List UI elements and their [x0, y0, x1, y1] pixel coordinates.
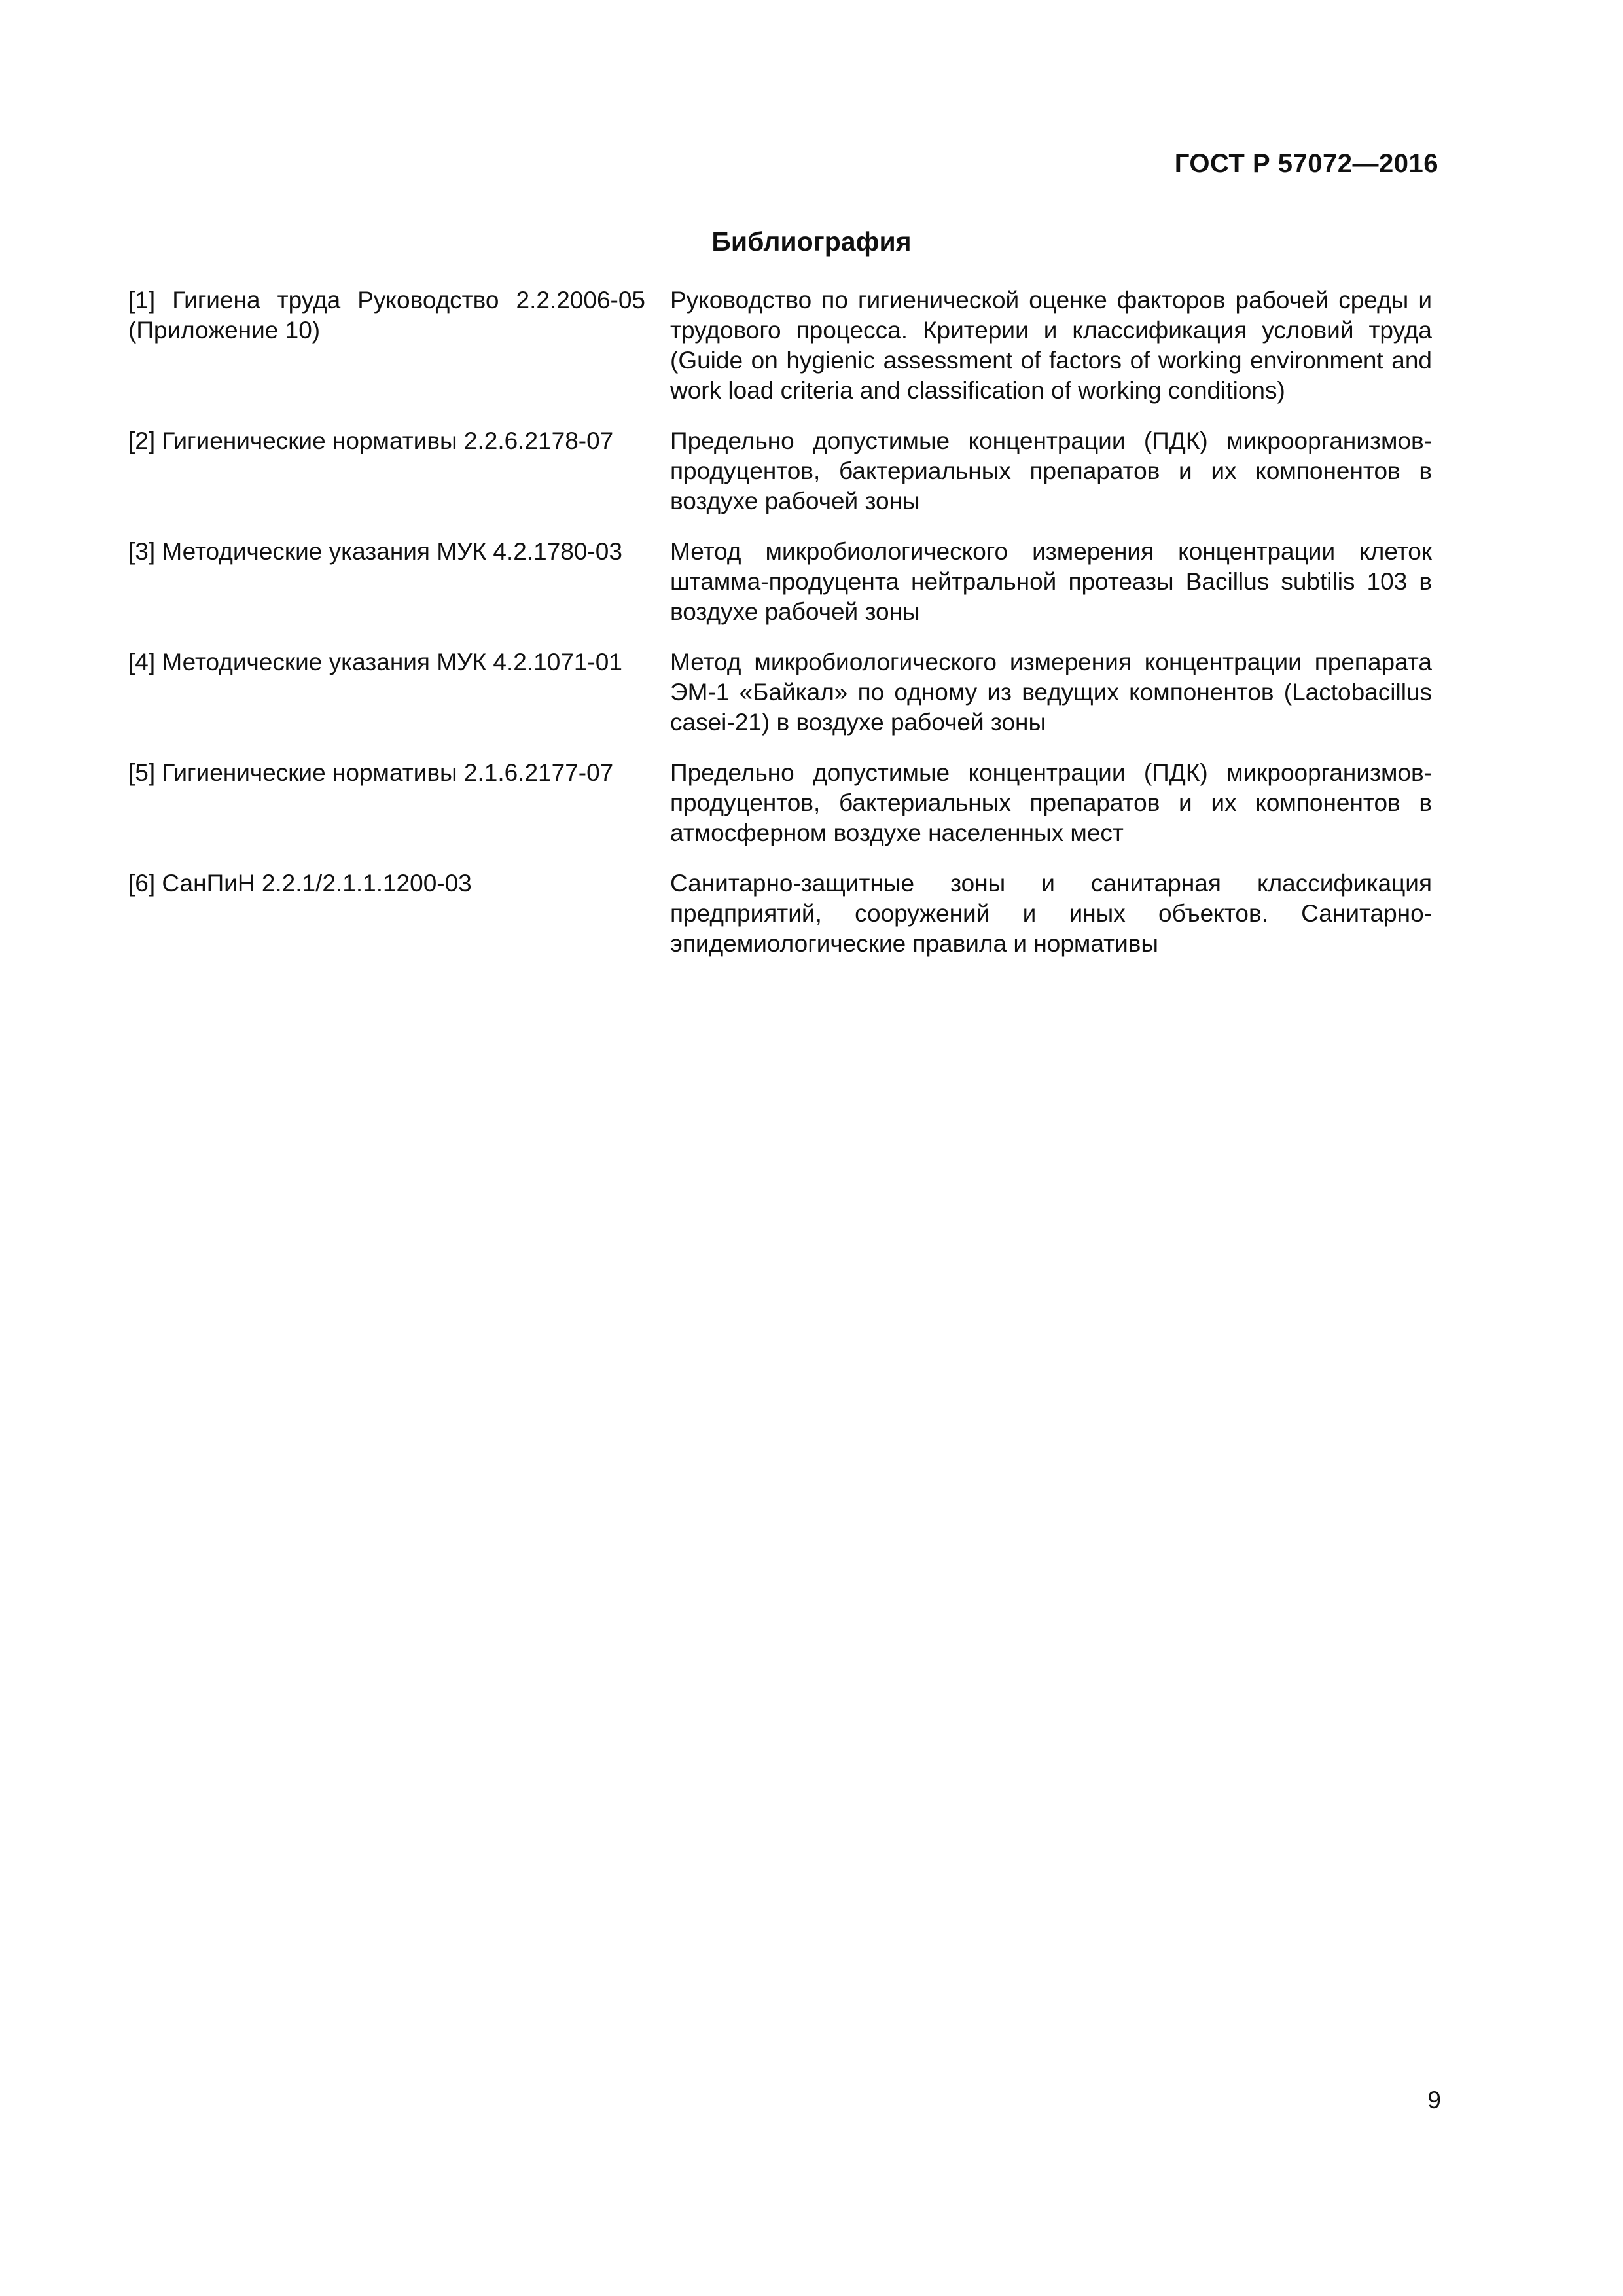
bibliography-entry — [128, 647, 1432, 758]
bibliography-entry — [128, 869, 1432, 979]
bibliography-ref: [5] Гигиенические нормативы 2.1.6.2177-07 — [128, 759, 614, 786]
bibliography-table — [128, 285, 1432, 979]
bibliography-ref: [2] Гигиенические нормативы 2.2.6.2178-07 — [128, 427, 614, 454]
bibliography-ref: [1] Гигиена труда Руководство 2.2.2006-05 (Приложение 10) — [128, 287, 645, 344]
section-title: Библиография — [711, 226, 912, 257]
bibliography-entry — [128, 537, 1432, 647]
document-code: ГОСТ Р 57072—2016 — [1174, 149, 1438, 178]
bibliography-desc: Руководство по гигиенической оценке факторов рабочей среды и трудового процесса. Критерии и классификация условий труда (Guide on hygienic assessment of factors of working environment and work load criteria and classification of working conditions) — [670, 287, 1432, 404]
bibliography-desc: Предельно допустимые концентрации (ПДК) микроорганизмов-продуцентов, бактериальных препаратов и их компонентов в воздухе рабочей зоны — [670, 427, 1432, 514]
bibliography-entry — [128, 285, 1432, 426]
bibliography-desc: Санитарно-защитные зоны и санитарная классификация предприятий, сооружений и иных объектов. Санитарно-эпидемиологические правила и нормативы — [670, 870, 1432, 957]
bibliography-entry — [128, 758, 1432, 869]
page-number: 9 — [1427, 2087, 1441, 2113]
bibliography-entry — [128, 426, 1432, 537]
bibliography-desc: Метод микробиологического измерения концентрации клеток штамма-продуцента нейтральной протеазы Bacillus subtilis 103 в воздухе рабочей зоны — [670, 538, 1432, 625]
bibliography-ref: [6] СанПиН 2.2.1/2.1.1.1200-03 — [128, 870, 472, 897]
bibliography-desc: Метод микробиологического измерения концентрации препарата ЭМ-1 «Байкал» по одному из ведущих компонентов (Lactobacillus casei-21) в воздухе рабочей зоны — [670, 649, 1432, 736]
bibliography-ref: [3] Методические указания МУК 4.2.1780-03 — [128, 538, 622, 565]
bibliography-ref: [4] Методические указания МУК 4.2.1071-01 — [128, 649, 622, 675]
bibliography-desc: Предельно допустимые концентрации (ПДК) микроорганизмов-продуцентов, бактериальных препаратов и их компонентов в атмосферном воздухе населенных мест — [670, 759, 1432, 846]
